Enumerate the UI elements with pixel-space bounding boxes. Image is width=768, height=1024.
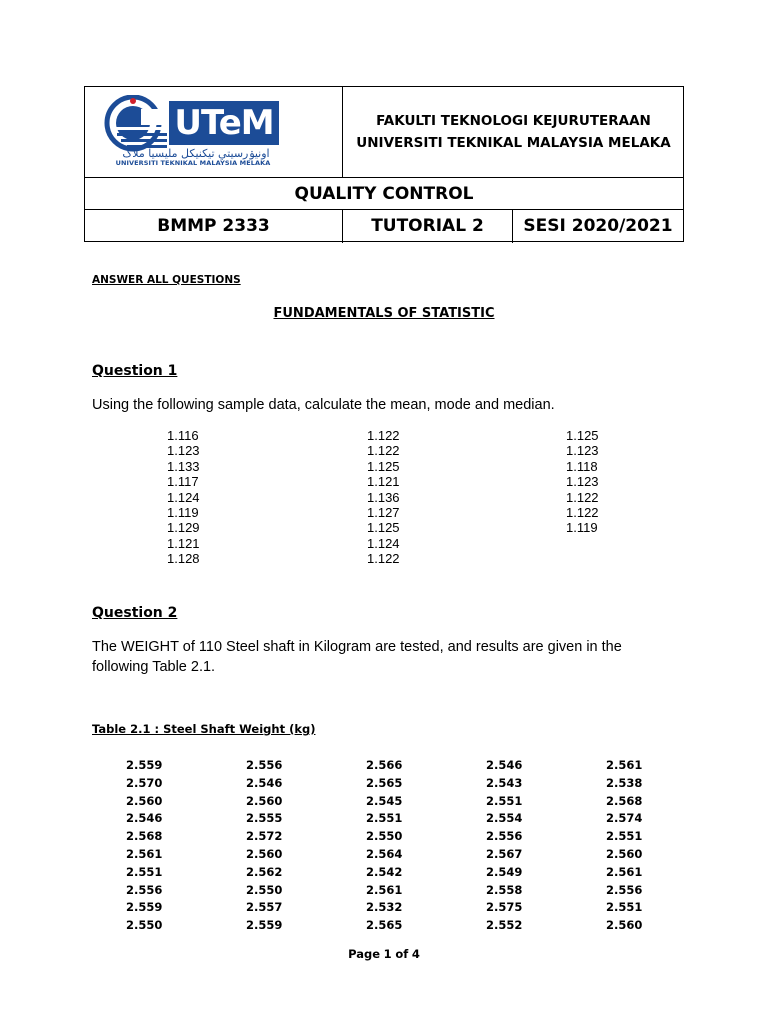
university-logo (101, 93, 283, 167)
table-cell: 2.560 (126, 793, 163, 808)
course-code: BMMP 2333 (157, 216, 270, 236)
logo-subtitle: UNIVERSITI TEKNIKAL MALAYSIA MELAKA (115, 159, 271, 167)
q1-data-value: 1.119 (167, 505, 199, 521)
q1-data-column (566, 428, 599, 536)
q1-data-column (367, 428, 400, 567)
q1-data-column (167, 428, 200, 567)
table-cell: 2.564 (366, 846, 403, 861)
table-cell: 2.551 (606, 900, 643, 915)
table-cell: 2.559 (246, 918, 283, 933)
university-name: UNIVERSITI TEKNIKAL MALAYSIA MELAKA (356, 135, 671, 151)
instruction: ANSWER ALL QUESTIONS (92, 274, 241, 286)
q1-data-value: 1.122 (367, 443, 400, 459)
tutorial-number: TUTORIAL 2 (371, 216, 484, 236)
table-cell: 2.560 (246, 846, 283, 861)
q1-data-value: 1.129 (167, 520, 200, 536)
table-cell: 2.568 (606, 793, 643, 808)
q1-data-value: 1.121 (367, 474, 400, 490)
table-cell: 2.551 (126, 864, 163, 879)
q1-data-value: 1.118 (566, 458, 598, 474)
footer-page-word: Page (348, 947, 380, 961)
table-cell: 2.561 (366, 882, 403, 897)
q1-data-value: 1.119 (566, 520, 598, 536)
table-cell: 2.561 (606, 864, 643, 879)
table-cell: 2.566 (366, 758, 403, 772)
logo-wordmark: UTeM (169, 101, 279, 145)
table-cell: 2.560 (246, 793, 283, 808)
q1-data-value: 1.127 (367, 505, 400, 521)
table-cell: 2.572 (246, 829, 283, 844)
q1-data-value: 1.123 (167, 443, 200, 459)
table-cell: 2.551 (366, 811, 403, 826)
table-cell: 2.565 (366, 918, 403, 933)
q1-data-value: 1.124 (367, 535, 400, 551)
table-cell: 2.546 (486, 758, 523, 772)
table-cell: 2.559 (126, 758, 163, 772)
table-column (246, 757, 282, 935)
footer-total-pages: 4 (411, 947, 420, 961)
table-cell: 2.554 (486, 811, 523, 826)
question-2-text (92, 637, 682, 677)
q1-data-value: 1.133 (167, 458, 200, 474)
q1-data-value: 1.117 (167, 474, 199, 490)
table-cell: 2.560 (606, 846, 643, 861)
footer-of-word: of (395, 947, 409, 961)
table-cell: 2.532 (366, 900, 403, 915)
q1-data-value: 1.122 (566, 505, 599, 521)
table-cell: 2.551 (606, 829, 643, 844)
table-cell: 2.546 (246, 775, 283, 790)
q1-data-value: 1.116 (167, 428, 199, 443)
table-cell: 2.565 (366, 775, 403, 790)
faculty-block (343, 87, 684, 177)
table-cell: 2.556 (126, 882, 163, 897)
question-1-text: Using the following sample data, calculate the mean, mode and median. (92, 397, 555, 413)
session: SESI 2020/2021 (523, 216, 673, 236)
table-cell: 2.550 (246, 882, 283, 897)
table-caption: Table 2.1 : Steel Shaft Weight (kg) (92, 722, 316, 736)
table-cell: 2.546 (126, 811, 163, 826)
table-cell: 2.552 (486, 918, 523, 933)
q1-data-value: 1.125 (367, 458, 400, 474)
q1-data-value: 1.122 (367, 428, 400, 443)
footer-current-page: 1 (383, 947, 392, 961)
question-2-heading: Question 2 (92, 605, 178, 621)
subject-title: QUALITY CONTROL (294, 183, 474, 204)
table-cell: 2.557 (246, 900, 283, 915)
q1-data-value: 1.123 (566, 474, 599, 490)
table-cell: 2.559 (126, 900, 163, 915)
table-column (126, 757, 162, 935)
table-cell: 2.549 (486, 864, 523, 879)
table-cell: 2.556 (486, 829, 523, 844)
table-cell: 2.545 (366, 793, 403, 808)
table-cell: 2.538 (606, 775, 643, 790)
table-cell: 2.575 (486, 900, 523, 915)
table-cell: 2.574 (606, 811, 643, 826)
faculty-name: FAKULTI TEKNOLOGI KEJURUTERAAN (376, 113, 651, 129)
q1-data-value: 1.121 (167, 535, 200, 551)
logo-jawi-text: اونيۏرسيتي تيکنيکل مليسيا ملاک (122, 147, 270, 160)
table-column (486, 757, 522, 935)
table-cell: 2.556 (606, 882, 643, 897)
table-cell: 2.570 (126, 775, 163, 790)
table-cell: 2.561 (126, 846, 163, 861)
table-cell: 2.543 (486, 775, 523, 790)
q1-data-value: 1.125 (566, 428, 599, 443)
table-cell: 2.556 (246, 758, 283, 772)
q1-data-value: 1.128 (167, 551, 200, 567)
header-table (84, 86, 684, 242)
table-cell: 2.561 (606, 758, 643, 772)
q1-data-value: 1.124 (167, 489, 200, 505)
q1-data-value: 1.125 (367, 520, 400, 536)
table-cell: 2.555 (246, 811, 283, 826)
table-cell: 2.551 (486, 793, 523, 808)
table-cell: 2.567 (486, 846, 523, 861)
section-title: FUNDAMENTALS OF STATISTIC (273, 306, 495, 321)
q1-data-value: 1.123 (566, 443, 599, 459)
q1-data-value: 1.136 (367, 489, 400, 505)
table-cell: 2.550 (366, 829, 403, 844)
table-cell: 2.550 (126, 918, 163, 933)
table-cell: 2.568 (126, 829, 163, 844)
question-1-heading: Question 1 (92, 363, 178, 379)
table-cell: 2.560 (606, 918, 643, 933)
q1-data-value: 1.122 (367, 551, 400, 567)
q1-data-value: 1.122 (566, 489, 599, 505)
table-cell: 2.558 (486, 882, 523, 897)
logo-emblem-icon (101, 95, 171, 153)
table-cell: 2.562 (246, 864, 283, 879)
table-cell: 2.542 (366, 864, 403, 879)
page-footer (0, 947, 768, 961)
table-column (606, 757, 642, 935)
table-column (366, 757, 402, 935)
question-2-text-line: The WEIGHT of 110 Steel shaft in Kilogram are tested, and results are given in the (92, 639, 622, 655)
question-2-text-line: following Table 2.1. (92, 659, 216, 675)
